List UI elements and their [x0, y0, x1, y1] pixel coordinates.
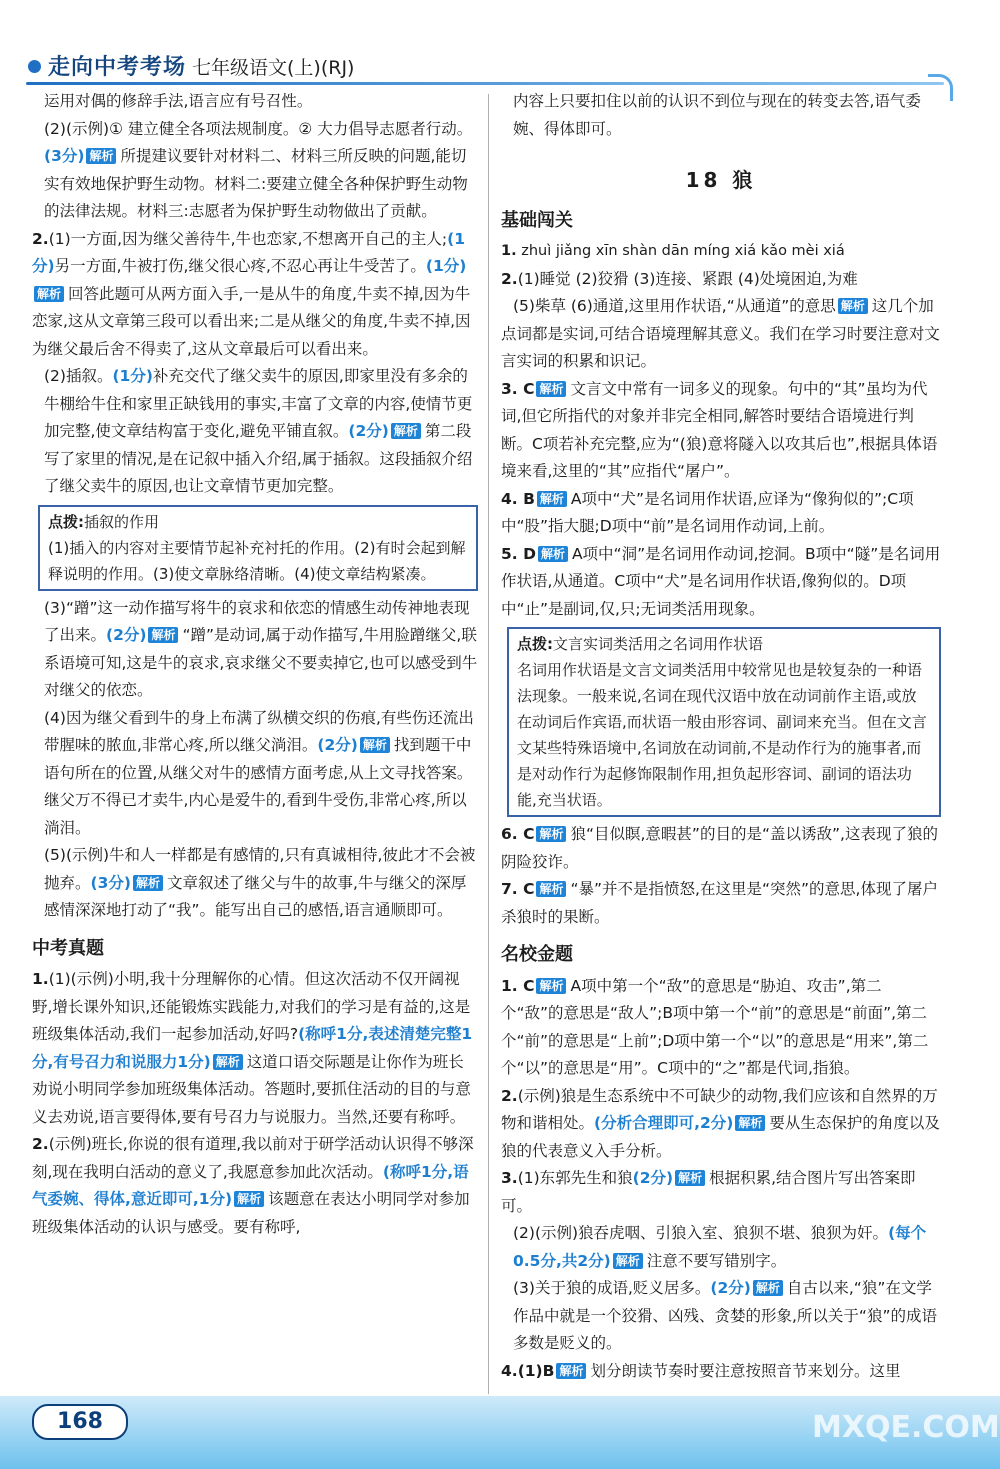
school-answer-2: 2.(示例)狼是生态系统中不可缺少的动物,我们应该和自然界的万物和谐相处。(分析合理即可,2分) 解析 要从生态保护的角度以及狼的代表意义入手分析。	[501, 1086, 940, 1160]
page-number: 168	[32, 1404, 128, 1440]
basic-answer-1: 1. zhuì jiǎng xīn shàn dān mínɡ xiá kǎo mèi xiá	[501, 243, 845, 259]
score: (2分)	[632, 1169, 674, 1187]
score: (1分)	[112, 367, 153, 385]
header-rule	[26, 82, 944, 85]
section-title-famous-school: 名校金题	[501, 944, 573, 965]
basic-answer-4: 4. B 解析 A项中“犬”是名词用作状语,应译为“像狗似的”;C项中“股”指大腿;D项中“前”是名词用作动词,上前。	[501, 489, 914, 535]
score: (每个0.5分,共2分)	[513, 1224, 927, 1270]
school-answer-1: 1. C 解析 A项中第一个“敌”的意思是“胁迫、攻击”,第二个“敌”的意思是“敌人”;B项中第一个“前”的意思是“前面”,第二个“前”的意思是“上前”;D项中第一个“以”的意思是“用来”,第二个“以”的意思是“用”。C项中的“之”都是代词,指狼。	[501, 976, 929, 1077]
analysis-badge: 解析	[556, 1363, 586, 1379]
left-column	[32, 88, 478, 1241]
answer-1-2: (2)(示例)① 建立健全各项法规制度。② 大力倡导志愿者行动。(3分) 解析 所提建议要针对材料二、材料三所反映的问题,能切实有效地保护野生动物。材料二:要建立健全各种保护野生动物的法律法规。材料三:志愿者为保护野生动物做出了贡献。	[44, 119, 473, 220]
right-column	[501, 88, 941, 1385]
basic-answer-3: 3. C 解析 文言文中常有一词多义的现象。句中的“其”虽均为代词,但它所指代的对象并非完全相同,解答时要结合语境进行判断。C项若补充完整,应为“(狼)意将隧入以攻其后也”,根据具体语境来看,这里的“其”应指代“屠户”。	[501, 379, 938, 480]
score: (2分)	[317, 736, 358, 754]
analysis-badge: 解析	[536, 881, 566, 897]
answer-2-1: 2.(1)一方面,因为继父善待牛,牛也恋家,不想离开自己的主人;(1分)另一方面,牛被打伤,继父很心疼,不忍心再让牛受苦了。(1分)解析 回答此题可从两方面入手,一是从牛的角度,牛卖不掉,因为牛恋家,这从文章第三段可以看出来;二是从继父的角度,牛卖不掉,因为继父最后舍不得卖了,这从文章最后可以看出来。	[32, 229, 471, 358]
analysis-badge: 解析	[675, 1170, 705, 1186]
analysis-badge: 解析	[213, 1054, 243, 1070]
analysis-badge: 解析	[536, 978, 566, 994]
section-title-basic: 基础闯关	[501, 209, 573, 231]
analysis-badge: 解析	[537, 491, 567, 507]
school-answer-3-1: 3.(1)东郭先生和狼(2分) 解析 根据积累,结合图片写出答案即可。	[501, 1169, 916, 1215]
answer-2-2: (2)插叙。(1分)补充交代了继父卖牛的原因,即家里没有多余的牛棚给牛住和家里正缺钱用的事实,丰富了文章的内容,使情节更加完整,使文章结构富于变化,避免平铺直叙。(2分) 解析 第二段写了家里的情况,是在记叙中插入介绍,属于插叙。这段插叙介绍了继父卖牛的原因,也让文章情节更加完整。	[44, 367, 473, 495]
analysis-badge: 解析	[360, 737, 390, 753]
tip-box-noun-adverbial: 点拨:文言实词类活用之名词用作状语 名词用作状语是文言文词类活用中较常见也是较复杂的一种语法现象。一般来说,名词在现代汉语中放在动词前作主语,或放在动词后作宾语,而状语一般由形容词、副词来充当。但在文言文某些特殊语境中,名词放在动词前,不是动作行为的施事者,而是对动作行为起修饰限制作用,担负起形容词、副词的语法功能,充当状语。	[507, 627, 941, 817]
tip-box-flashback: 点拨:插叙的作用 (1)插入的内容对主要情节起补充衬托的作用。(2)有时会起到解释说明的作用。(3)使文章脉络清晰。(4)使文章结构紧凑。	[38, 505, 478, 591]
analysis-badge: 解析	[148, 627, 178, 643]
analysis-badge: 解析	[536, 826, 566, 842]
analysis-badge: 解析	[133, 875, 163, 891]
score: (2分)	[710, 1279, 751, 1297]
score: (2分)	[348, 422, 389, 440]
analysis-badge: 解析	[613, 1253, 643, 1269]
continued-text: 内容上只要扣住以前的认识不到位与现在的转变去答,语气委婉、得体即可。	[513, 92, 921, 138]
section-title-exam: 中考真题	[32, 937, 104, 959]
basic-answer-5: 5. D 解析 A项中“洞”是名词用作动词,挖洞。B项中“隧”是名词用作状语,从通道。C项中“犬”是名词用作状语,像狗似的。D项中“止”是副词,仅,只;无词类活用现象。	[501, 544, 941, 618]
basic-answer-6: 6. C 解析 狼“目似瞑,意暇甚”的目的是“盖以诱敌”,这表现了狼的阴险狡诈。	[501, 825, 938, 871]
analysis-badge: 解析	[735, 1115, 765, 1131]
exam-answer-1: 1.(1)(示例)小明,我十分理解你的心情。但这次活动不仅开阔视野,增长课外知识,还能锻炼实践能力,对我们的学习是有益的,这是班级集体活动,我们一起参加活动,好吗?(称呼1分,表述清楚完整1分,有号召力和说服力1分) 解析 这道口语交际题是让你作为班长劝说小明同学参加班级集体活动。答题时,要抓住活动的目的与意义去劝说,语言要得体,要有号召力与说服力。当然,还要有称呼。	[32, 970, 473, 1126]
analysis-badge: 解析	[86, 148, 116, 164]
analysis-badge: 解析	[234, 1191, 264, 1207]
school-answer-3-2: (2)(示例)狼吞虎咽、引狼入室、狼狈不堪、狼狈为奸。(每个0.5分,共2分) 解析 注意不要写错别字。	[513, 1224, 927, 1270]
basic-answer-7: 7. C 解析 “暴”并不是指愤怒,在这里是“突然”的意思,体现了屠户杀狼时的果断。	[501, 880, 938, 926]
score: (分析合理即可,2分)	[594, 1114, 734, 1132]
answer-2-3: (3)“蹭”这一动作描写将牛的哀求和依恋的情感生动传神地表现了出来。(2分) 解析 “蹭”是动词,属于动作描写,牛用脸蹭继父,联系语境可知,这是牛的哀求,哀求继父不要卖掉它,也可以感受到牛对继父的依恋。	[44, 598, 478, 699]
analysis-badge: 解析	[391, 423, 421, 439]
analysis-badge: 解析	[753, 1280, 783, 1296]
book-subtitle: 七年级语文(上)(RJ)	[192, 57, 355, 79]
analysis-badge: 解析	[538, 546, 568, 562]
score: (3分)	[44, 147, 85, 165]
score: (称呼1分,表述清楚完整1分,有号召力和说服力1分)	[32, 1025, 473, 1071]
watermark: MXQE.COM	[812, 1410, 1000, 1445]
score: (1分)	[425, 257, 467, 275]
column-divider	[488, 94, 489, 1394]
school-answer-4: 4.(1)B 解析 划分朗读节奏时要注意按照音节来划分。这里	[501, 1361, 901, 1380]
analysis-badge: 解析	[838, 298, 868, 314]
bullet-dot-icon	[28, 60, 41, 73]
score: (称呼1分,语气委婉、得体,意近即可,1分)	[32, 1162, 469, 1208]
score: (3分)	[90, 873, 131, 892]
analysis-badge: 解析	[34, 286, 64, 302]
exam-answer-2: 2.(示例)班长,你说的很有道理,我以前对于研学活动认识得不够深刻,现在我明白活动的意义了,我愿意参加此次活动。(称呼1分,语气委婉、得体,意近即可,1分) 解析 该题意在表达小明同学对参加班级集体活动的认识与感受。要有称呼,	[32, 1135, 474, 1236]
score: (1分)	[32, 229, 466, 275]
page-header	[0, 0, 1000, 92]
basic-answer-2: 2.(1)睡觉 (2)狡猾 (3)连接、紧跟 (4)处境困迫,为难 (5)柴草 (6)通道,这里用作状语,“从通道”的意思 解析 这几个加点词都是实词,可结合语境理解其意义。我们在学习时要注意对文言实词的积累和识记。	[501, 269, 940, 370]
analysis-badge: 解析	[536, 381, 566, 397]
lesson-title: 18 狼	[685, 168, 757, 192]
answer-2-4: (4)因为继父看到牛的身上布满了纵横交织的伤痕,有些伤还流出带腥味的脓血,非常心疼,所以继父淌泪。(2分) 解析 找到题干中语句所在的位置,从继父对牛的感情方面考虑,从上文寻找答案。继父万不得已才卖牛,内心是爱牛的,看到牛受伤,非常心疼,所以淌泪。	[44, 708, 474, 837]
answer-text: 运用对偶的修辞手法,语言应有号召性。	[44, 92, 313, 110]
book-brand: 走向中考考场	[48, 55, 187, 80]
score: (2分)	[106, 626, 147, 644]
school-answer-3-3: (3)关于狼的成语,贬义居多。(2分) 解析 自古以来,“狼”在文学作品中就是一个狡猾、凶残、贪婪的形象,所以关于“狼”的成语多数是贬义的。	[513, 1279, 937, 1352]
answer-2-5: (5)(示例)牛和人一样都是有感情的,只有真诚相待,彼此才不会被抛弃。(3分) 解析 文章叙述了继父与牛的故事,牛与继父的深厚感情深深地打动了“我”。能写出自己的感悟,语言通顺即可。	[44, 846, 476, 919]
